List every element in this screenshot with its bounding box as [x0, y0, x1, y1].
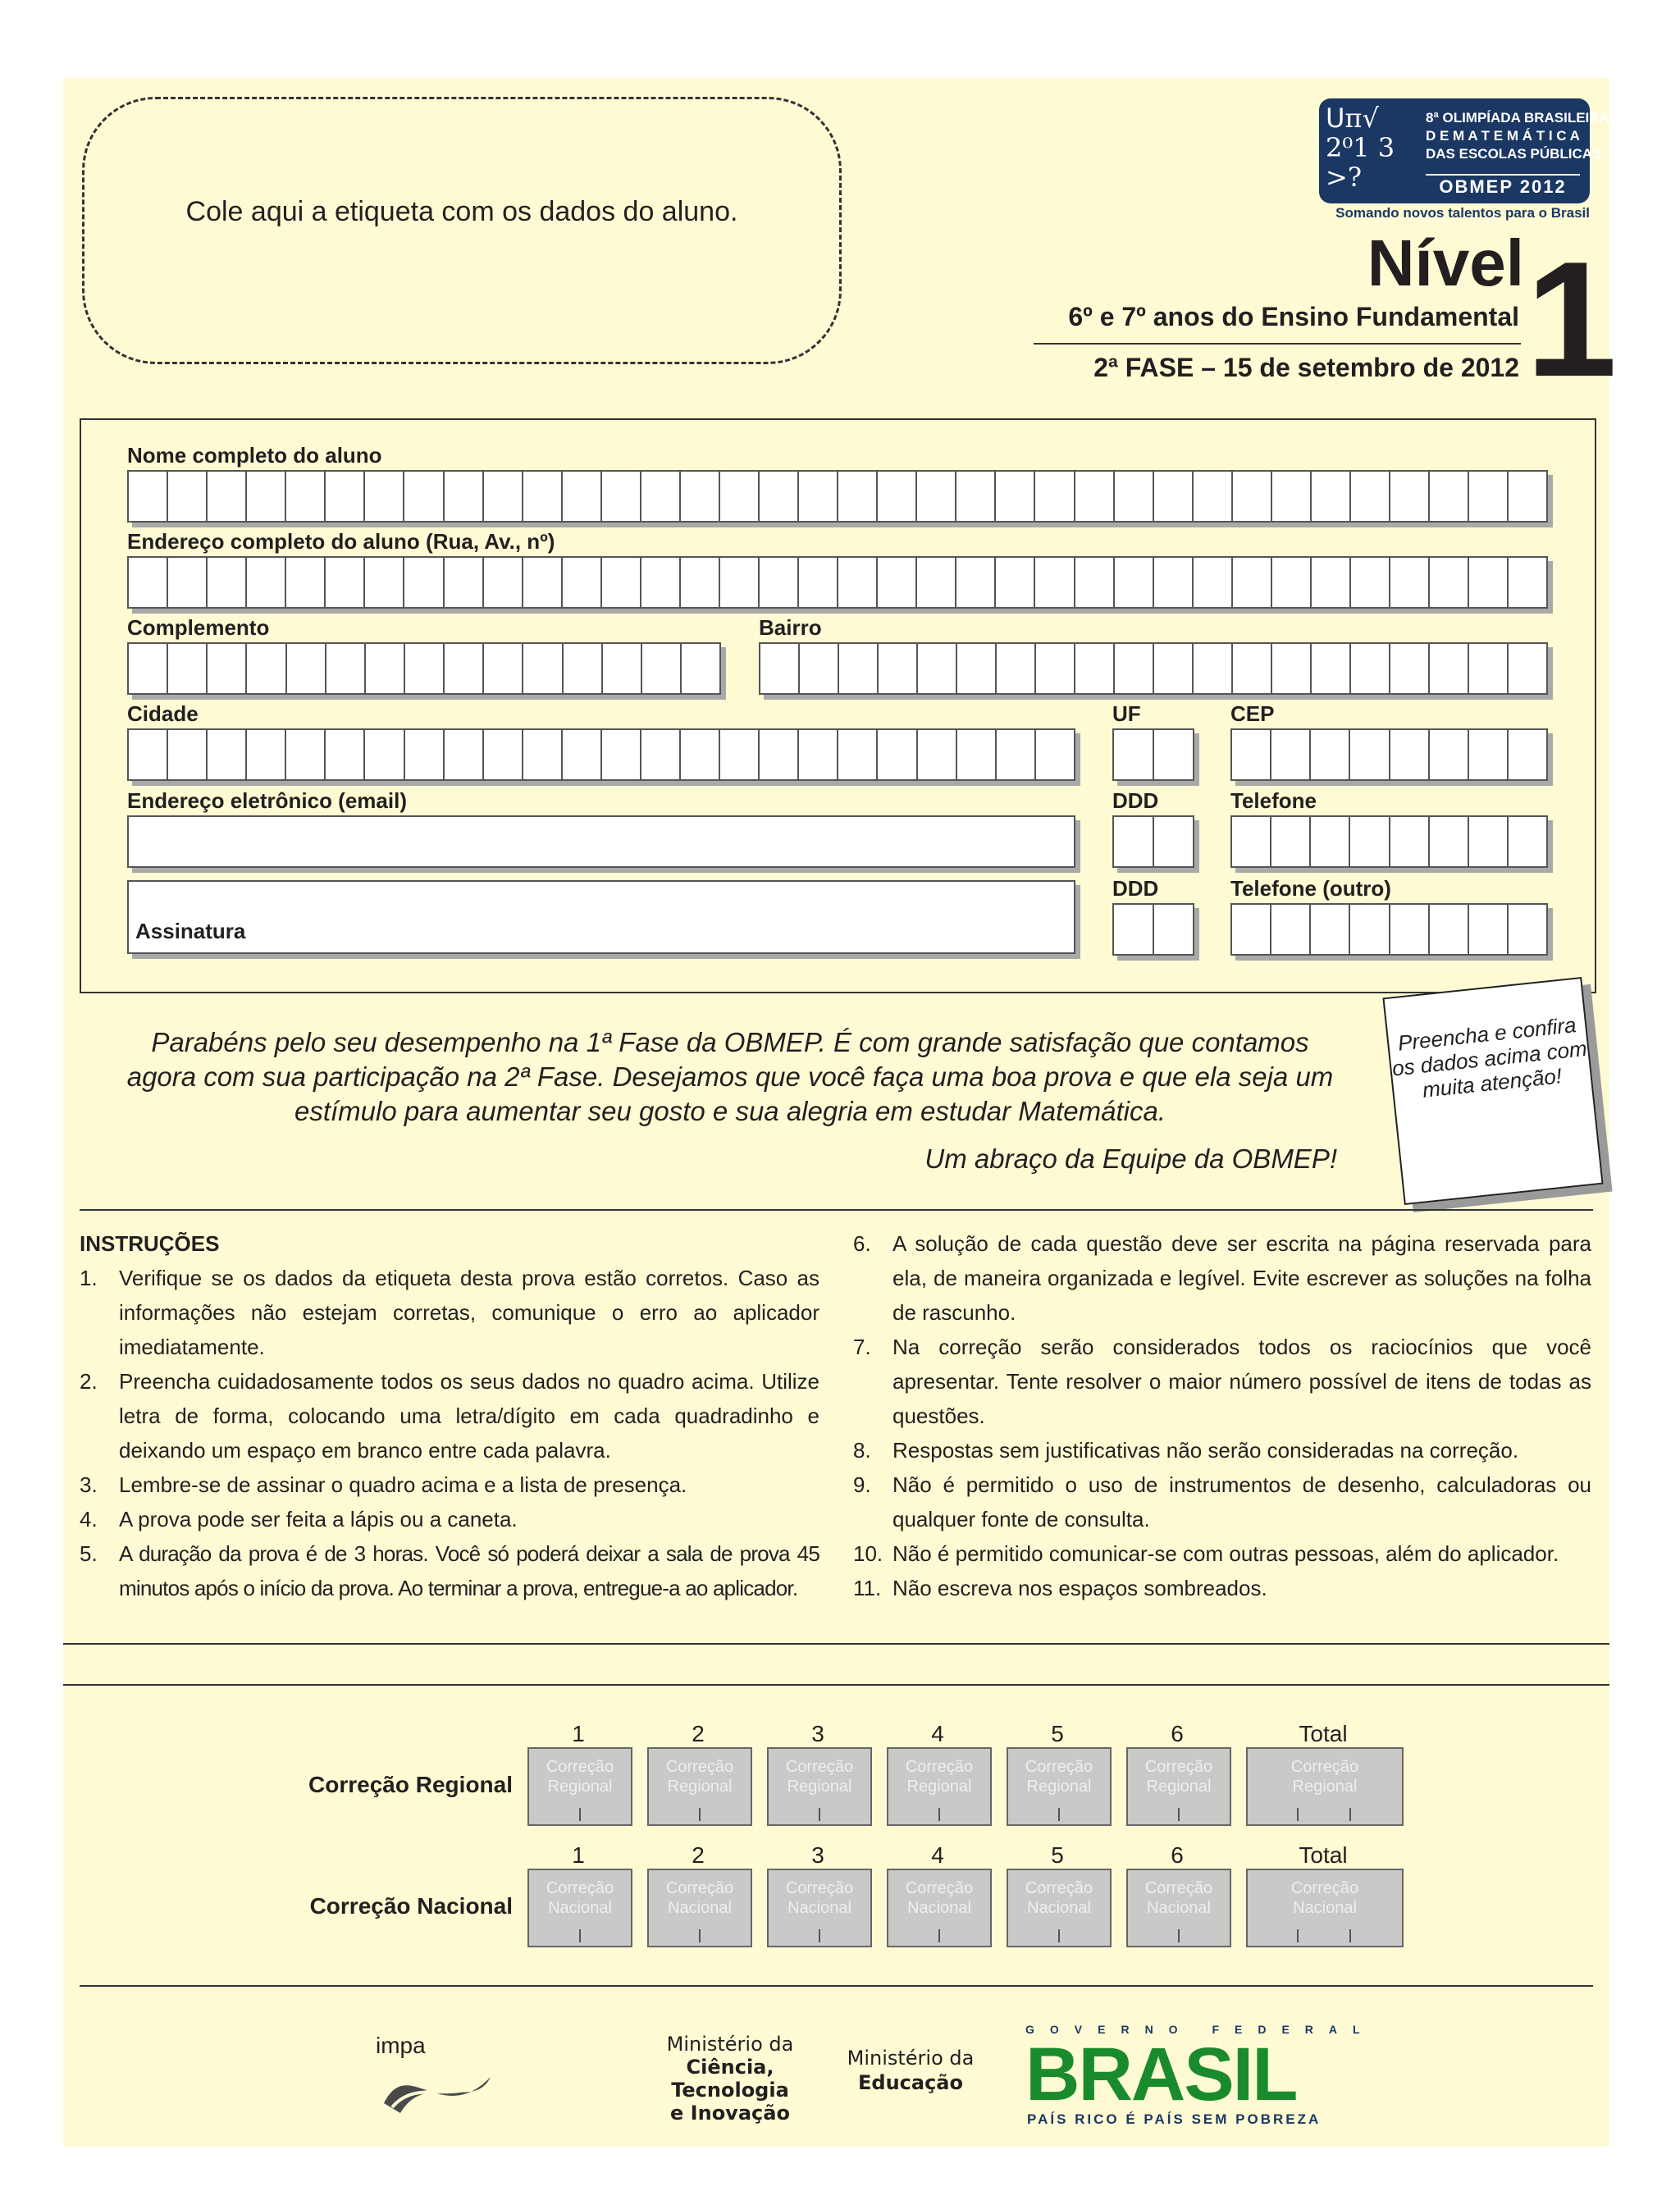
score-tick	[819, 1808, 820, 1821]
char-cell[interactable]	[1311, 730, 1350, 779]
char-cell[interactable]	[799, 730, 838, 779]
district-label: Bairro	[759, 615, 822, 640]
obmep-logo	[1319, 98, 1609, 203]
national-correction-box-5	[1007, 1869, 1112, 1947]
char-cell[interactable]	[404, 472, 444, 521]
regional-correction-box-5	[1007, 1747, 1112, 1826]
char-cell[interactable]	[996, 472, 1035, 521]
brasil-slogan: PAÍS RICO É PAÍS SEM POBREZA	[1027, 2111, 1322, 2127]
char-cell[interactable]	[1115, 644, 1154, 693]
char-cell[interactable]	[523, 472, 563, 521]
char-cell[interactable]	[326, 644, 366, 693]
score-tick	[1297, 1808, 1299, 1821]
city-label: Cidade	[127, 701, 199, 726]
char-cell[interactable]	[247, 644, 286, 693]
regional-correction-box-7	[1246, 1747, 1404, 1826]
char-cell[interactable]	[1390, 817, 1430, 866]
grading-column-4-national-title: 4	[931, 1842, 944, 1868]
char-cell[interactable]	[1233, 558, 1272, 607]
char-cell[interactable]	[1469, 730, 1509, 779]
char-cell[interactable]	[1272, 472, 1312, 521]
char-cell[interactable]	[1035, 558, 1075, 607]
grading-column-1-national-title: 1	[572, 1842, 585, 1868]
char-cell[interactable]	[957, 644, 997, 693]
char-cell[interactable]	[445, 472, 484, 521]
address-label: Endereço completo do aluno (Rua, Av., nº)	[127, 529, 555, 554]
uf-label: UF	[1112, 701, 1141, 726]
grading-column-5-regional-title: 5	[1051, 1721, 1064, 1746]
char-cell[interactable]	[286, 472, 326, 521]
char-cell[interactable]	[326, 472, 365, 521]
char-cell[interactable]	[1271, 905, 1311, 954]
instruction-item: 7. Na correção serão considerados todos os raciocínios que você apresentar. Tente resolver o maior número possível de itens de todas as questões.	[853, 1335, 1591, 1428]
instruction-item: 1. Verifique se os dados da etiqueta desta prova estão corretos. Caso as informações não estejam corretas, comunique o erro ao aplicador imediatamente.	[80, 1266, 819, 1359]
char-cell[interactable]	[1154, 644, 1194, 693]
char-cell[interactable]	[365, 558, 404, 607]
char-cell[interactable]	[1271, 817, 1311, 866]
char-cell[interactable]	[564, 644, 603, 693]
reminder-note	[1382, 977, 1603, 1205]
char-cell[interactable]	[484, 558, 523, 607]
grading-column-2-national-title: 2	[692, 1842, 705, 1868]
char-cell[interactable]	[1509, 558, 1546, 607]
cep-input-cells[interactable]	[1230, 728, 1548, 781]
mct-line-1: Ministério da	[666, 2033, 794, 2056]
char-cell[interactable]	[720, 730, 760, 779]
district-input-cells[interactable]	[759, 642, 1548, 695]
phone-label: Telefone	[1230, 788, 1317, 813]
grading-column-7-national-title: Total	[1299, 1842, 1348, 1868]
name-input-cells[interactable]	[127, 470, 1548, 523]
score-tick	[1058, 1929, 1060, 1942]
char-cell[interactable]	[1430, 905, 1469, 954]
instruction-item: 8. Respostas sem justificativas não serão consideradas na correção.	[853, 1438, 1519, 1463]
char-cell[interactable]	[1312, 644, 1351, 693]
char-cell[interactable]	[1154, 905, 1193, 954]
char-cell[interactable]	[996, 558, 1035, 607]
char-cell[interactable]	[878, 730, 917, 779]
email-field[interactable]	[127, 815, 1075, 868]
char-cell[interactable]	[168, 558, 208, 607]
char-cell[interactable]	[247, 472, 286, 521]
score-tick	[579, 1808, 581, 1821]
char-cell[interactable]	[1430, 730, 1469, 779]
char-cell[interactable]	[1075, 558, 1115, 607]
char-cell[interactable]	[997, 730, 1036, 779]
uf-input-cells[interactable]	[1112, 728, 1194, 781]
score-tick	[1349, 1929, 1351, 1942]
char-cell[interactable]	[484, 730, 523, 779]
char-cell[interactable]	[1154, 558, 1194, 607]
char-cell[interactable]	[1430, 472, 1469, 521]
grade-text: 6º e 7º anos do Ensino Fundamental	[1068, 302, 1519, 331]
grading-top-rule	[63, 1643, 1609, 1645]
char-cell[interactable]	[838, 558, 878, 607]
char-cell[interactable]	[1272, 644, 1312, 693]
ddd-input-cells[interactable]	[1112, 815, 1194, 868]
email-label: Endereço eletrônico (email)	[127, 788, 407, 813]
char-cell[interactable]	[917, 472, 956, 521]
char-cell[interactable]	[168, 644, 208, 693]
char-cell[interactable]	[760, 644, 800, 693]
char-cell[interactable]	[1390, 730, 1430, 779]
char-cell[interactable]	[208, 472, 247, 521]
phone2-label: Telefone (outro)	[1230, 876, 1391, 901]
char-cell[interactable]	[642, 644, 682, 693]
char-cell[interactable]	[484, 644, 523, 693]
char-cell[interactable]	[404, 558, 444, 607]
national-correction-box-1	[527, 1869, 632, 1947]
grading-column-5-national-title: 5	[1051, 1842, 1064, 1868]
math-symbols-icon: ᑌπ√ 2⁰1 3 >?	[1326, 103, 1395, 193]
char-cell[interactable]	[1509, 905, 1546, 954]
char-cell[interactable]	[405, 644, 445, 693]
char-cell[interactable]	[681, 730, 720, 779]
char-cell[interactable]	[523, 644, 563, 693]
char-cell[interactable]	[1075, 472, 1115, 521]
correction-box-text: Correção Nacional	[546, 1879, 614, 1917]
grading-top-rule-2	[63, 1684, 1609, 1686]
impa-text: impa	[376, 2033, 426, 2058]
char-cell[interactable]	[563, 472, 602, 521]
char-cell[interactable]	[641, 730, 681, 779]
instructions-left	[80, 1226, 819, 1605]
logo-line-2: D E M A T E M Á T I C A	[1426, 128, 1580, 144]
instruction-item: 10. Não é permitido comunicar-se com outras pessoas, além do aplicador.	[853, 1541, 1559, 1566]
char-cell[interactable]	[326, 558, 365, 607]
char-cell[interactable]	[602, 730, 641, 779]
welcome-message: Parabéns pelo seu desempenho na 1ª Fase da OBMEP. É com grande satisfação que contamos agora com sua participação na 2ª Fase. Desejamos que você faça uma boa prova e que ela seja um estímulo para aumentar seu gosto e sua alegria em estudar Matemática.	[126, 1027, 1334, 1126]
char-cell[interactable]	[1232, 730, 1271, 779]
char-cell[interactable]	[405, 730, 445, 779]
grading-column-6-regional-title: 6	[1171, 1721, 1184, 1746]
phase-date-text: 2ª FASE – 15 de setembro de 2012	[1093, 353, 1519, 382]
phone2-input-cells[interactable]	[1230, 903, 1548, 956]
char-cell[interactable]	[168, 730, 208, 779]
complement-label: Complemento	[127, 615, 270, 640]
section-divider	[80, 1209, 1593, 1211]
national-correction-box-6	[1126, 1869, 1231, 1947]
char-cell[interactable]	[129, 558, 168, 607]
char-cell[interactable]	[1272, 558, 1312, 607]
signature-label: Assinatura	[135, 919, 246, 943]
reminder-note-text: Preencha e confira os dados acima com muita atenção!	[1390, 1012, 1588, 1102]
char-cell[interactable]	[1154, 472, 1194, 521]
char-cell[interactable]	[956, 558, 996, 607]
char-cell[interactable]	[366, 644, 405, 693]
char-cell[interactable]	[1075, 644, 1115, 693]
char-cell[interactable]	[1469, 644, 1509, 693]
ddd2-input-cells[interactable]	[1112, 903, 1194, 956]
char-cell[interactable]	[760, 472, 799, 521]
label-tag-text: Cole aqui a etiqueta com os dados do aluno.	[185, 196, 738, 227]
correction-box-text: Correção Nacional	[1025, 1879, 1093, 1917]
char-cell[interactable]	[445, 730, 484, 779]
char-cell[interactable]	[1114, 730, 1154, 779]
char-cell[interactable]	[956, 472, 996, 521]
grading-column-7-regional-title: Total	[1299, 1721, 1348, 1746]
char-cell[interactable]	[878, 558, 917, 607]
national-correction-box-7	[1246, 1869, 1404, 1947]
correction-box-text: Correção Regional	[1025, 1758, 1093, 1796]
char-cell[interactable]	[799, 472, 838, 521]
correction-box-text: Correção Regional	[1144, 1758, 1213, 1796]
char-cell[interactable]	[1271, 730, 1311, 779]
correction-box-text: Correção Regional	[546, 1758, 614, 1796]
char-cell[interactable]	[682, 644, 719, 693]
score-tick	[579, 1929, 581, 1942]
correction-box-text: Correção Nacional	[785, 1879, 854, 1917]
score-tick	[1178, 1808, 1180, 1821]
char-cell[interactable]	[1509, 472, 1546, 521]
char-cell[interactable]	[1114, 905, 1154, 954]
char-cell[interactable]	[681, 472, 720, 521]
char-cell[interactable]	[365, 730, 404, 779]
char-cell[interactable]	[957, 730, 997, 779]
char-cell[interactable]	[879, 644, 918, 693]
char-cell[interactable]	[286, 558, 326, 607]
char-cell[interactable]	[917, 558, 956, 607]
char-cell[interactable]	[563, 730, 602, 779]
char-cell[interactable]	[1312, 558, 1351, 607]
correction-box-text: Correção Regional	[905, 1758, 974, 1796]
char-cell[interactable]	[760, 558, 799, 607]
char-cell[interactable]	[1390, 558, 1430, 607]
grading-column-4-regional-title: 4	[931, 1721, 944, 1746]
correction-box-text: Correção Nacional	[665, 1879, 734, 1917]
char-cell[interactable]	[1036, 730, 1074, 779]
ministry-education-logo	[845, 2046, 976, 2095]
score-tick	[1058, 1808, 1060, 1821]
mct-line-2: Ciência, Tecnologia	[671, 2056, 789, 2102]
char-cell[interactable]	[878, 472, 917, 521]
char-cell[interactable]	[838, 472, 878, 521]
score-tick	[699, 1808, 701, 1821]
address-input-cells[interactable]	[127, 556, 1548, 609]
char-cell[interactable]	[1232, 817, 1271, 866]
gov-federal-text: GOVERNO FEDERAL	[1025, 2023, 1376, 2036]
regional-correction-box-6	[1126, 1747, 1231, 1826]
student-label-area	[82, 97, 842, 364]
logo-obmep-year: OBMEP 2012	[1426, 174, 1580, 199]
instruction-item: 9. Não é permitido o uso de instrumentos de desenho, calculadoras ou qualquer fonte de consulta.	[853, 1472, 1591, 1531]
char-cell[interactable]	[1233, 472, 1272, 521]
char-cell[interactable]	[720, 558, 760, 607]
char-cell[interactable]	[1154, 817, 1193, 866]
char-cell[interactable]	[168, 472, 208, 521]
char-cell[interactable]	[484, 472, 523, 521]
char-cell[interactable]	[1390, 472, 1430, 521]
grading-column-6-national-title: 6	[1171, 1842, 1184, 1868]
char-cell[interactable]	[1311, 817, 1350, 866]
char-cell[interactable]	[681, 558, 720, 607]
char-cell[interactable]	[129, 644, 168, 693]
char-cell[interactable]	[1509, 817, 1546, 866]
char-cell[interactable]	[1351, 472, 1390, 521]
char-cell[interactable]	[1509, 644, 1546, 693]
national-correction-box-4	[887, 1869, 992, 1947]
correction-box-text: Correção Nacional	[1144, 1879, 1213, 1917]
correction-box-text: Correção Regional	[1290, 1758, 1359, 1796]
char-cell[interactable]	[208, 730, 247, 779]
footer-divider	[80, 1985, 1593, 1987]
correction-box-text: Correção Nacional	[1290, 1879, 1359, 1917]
regional-correction-label: Correção Regional	[308, 1772, 513, 1797]
ddd2-label: DDD	[1112, 876, 1159, 901]
char-cell[interactable]	[1351, 558, 1390, 607]
instruction-item: 2. Preencha cuidadosamente todos os seus dados no quadro acima. Utilize letra de forma, colocando uma letra/dígito em cada quadradinho e deixando um espaço em branco entre cada palavra.	[80, 1369, 819, 1463]
char-cell[interactable]	[1469, 905, 1509, 954]
char-cell[interactable]	[129, 730, 168, 779]
char-cell[interactable]	[1350, 817, 1390, 866]
char-cell[interactable]	[1350, 905, 1390, 954]
correction-box-text: Correção Regional	[665, 1758, 734, 1796]
regional-correction-box-2	[647, 1747, 752, 1826]
char-cell[interactable]	[997, 644, 1036, 693]
score-tick	[819, 1929, 820, 1942]
regional-correction-box-3	[767, 1747, 872, 1826]
cep-label: CEP	[1230, 701, 1275, 726]
char-cell[interactable]	[445, 644, 484, 693]
char-cell[interactable]	[247, 730, 286, 779]
logo-line-3: DAS ESCOLAS PÚBLICAS	[1426, 146, 1602, 162]
char-cell[interactable]	[326, 730, 365, 779]
instruction-item: 5. A duração da prova é de 3 horas. Você só poderá deixar a sala de prova 45 minutos após o início da prova. Ao terminar a prova, entregue-a ao aplicador.	[80, 1541, 819, 1600]
char-cell[interactable]	[1233, 644, 1272, 693]
char-cell[interactable]	[918, 644, 957, 693]
char-cell[interactable]	[1035, 472, 1075, 521]
instructions-title: INSTRUÇÕES	[80, 1231, 220, 1256]
char-cell[interactable]	[1430, 817, 1469, 866]
char-cell[interactable]	[1430, 644, 1469, 693]
score-tick	[699, 1929, 701, 1942]
char-cell[interactable]	[602, 558, 641, 607]
char-cell[interactable]	[641, 558, 681, 607]
char-cell[interactable]	[1350, 730, 1390, 779]
char-cell[interactable]	[286, 730, 326, 779]
char-cell[interactable]	[1351, 644, 1390, 693]
instruction-item: 6. A solução de cada questão deve ser escrita na página reservada para ela, de maneira organizada e legível. Evite escrever as soluções na folha de rascunho.	[853, 1231, 1591, 1325]
char-cell[interactable]	[1469, 817, 1509, 866]
char-cell[interactable]	[445, 558, 484, 607]
instruction-item: 11. Não escreva nos espaços sombreados.	[853, 1576, 1267, 1600]
score-tick	[1178, 1929, 1180, 1942]
char-cell[interactable]	[641, 472, 681, 521]
score-tick	[1297, 1929, 1299, 1942]
char-cell[interactable]	[720, 472, 760, 521]
char-cell[interactable]	[1390, 644, 1430, 693]
char-cell[interactable]	[1469, 558, 1509, 607]
score-tick	[1349, 1808, 1351, 1821]
med-line-2: Educação	[858, 2071, 963, 2094]
brasil-logo: BRASIL	[1025, 2033, 1297, 2116]
char-cell[interactable]	[365, 472, 404, 521]
char-cell[interactable]	[129, 472, 168, 521]
char-cell[interactable]	[1114, 817, 1154, 866]
national-correction-box-3	[767, 1869, 872, 1947]
welcome-signoff: Um abraço da Equipe da OBMEP!	[924, 1143, 1337, 1174]
char-cell[interactable]	[602, 472, 641, 521]
instructions-right	[853, 1226, 1591, 1605]
logo-tagline: Somando novos talentos para o Brasil	[1335, 205, 1590, 221]
char-cell[interactable]	[1194, 472, 1233, 521]
grading-column-3-regional-title: 3	[811, 1721, 824, 1746]
char-cell[interactable]	[799, 558, 838, 607]
instruction-item: 4. A prova pode ser feita a lápis ou a caneta.	[80, 1507, 518, 1531]
med-line-1: Ministério da	[847, 2047, 975, 2070]
ministry-science-logo	[632, 2033, 829, 2125]
char-cell[interactable]	[1430, 558, 1469, 607]
char-cell[interactable]	[1115, 472, 1154, 521]
char-cell[interactable]	[1469, 472, 1509, 521]
regional-correction-box-1	[527, 1747, 632, 1826]
header-divider	[1034, 343, 1521, 345]
char-cell[interactable]	[1036, 644, 1075, 693]
score-tick	[938, 1808, 940, 1821]
score-tick	[938, 1929, 940, 1942]
logo-line-1: 8ª OLIMPÍADA BRASILEIRA	[1426, 110, 1609, 126]
char-cell[interactable]	[287, 644, 326, 693]
mct-line-3: e Inovação	[670, 2102, 790, 2125]
char-cell[interactable]	[918, 730, 957, 779]
char-cell[interactable]	[208, 558, 247, 607]
char-cell[interactable]	[1115, 558, 1154, 607]
level-word: Nível	[1367, 226, 1524, 299]
correction-box-text: Correção Nacional	[905, 1879, 974, 1917]
grading-column-1-regional-title: 1	[572, 1721, 585, 1746]
phone-input-cells[interactable]	[1230, 815, 1548, 868]
char-cell[interactable]	[1390, 905, 1430, 954]
city-input-cells[interactable]	[127, 728, 1075, 781]
name-label: Nome completo do aluno	[127, 443, 382, 468]
char-cell[interactable]	[838, 730, 878, 779]
national-correction-box-2	[647, 1869, 752, 1947]
char-cell[interactable]	[208, 644, 247, 693]
signature-field[interactable]	[127, 880, 1075, 954]
char-cell[interactable]	[1311, 905, 1350, 954]
impa-mobius-icon	[376, 2062, 499, 2120]
regional-correction-box-4	[887, 1747, 992, 1826]
complement-input-cells[interactable]	[127, 642, 721, 695]
char-cell[interactable]	[800, 644, 839, 693]
char-cell[interactable]	[1232, 905, 1271, 954]
grading-column-2-regional-title: 2	[692, 1721, 705, 1746]
char-cell[interactable]	[1194, 558, 1233, 607]
char-cell[interactable]	[1509, 730, 1546, 779]
level-number: 1	[1526, 228, 1613, 411]
char-cell[interactable]	[563, 558, 602, 607]
ddd-label: DDD	[1112, 788, 1159, 813]
char-cell[interactable]	[1194, 644, 1233, 693]
char-cell[interactable]	[523, 730, 563, 779]
char-cell[interactable]	[1312, 472, 1351, 521]
instruction-item: 3. Lembre-se de assinar o quadro acima e a lista de presença.	[80, 1472, 687, 1497]
char-cell[interactable]	[523, 558, 563, 607]
grading-column-3-national-title: 3	[811, 1842, 824, 1868]
char-cell[interactable]	[603, 644, 642, 693]
impa-logo	[376, 2033, 499, 2120]
national-correction-label: Correção Nacional	[309, 1893, 513, 1919]
char-cell[interactable]	[247, 558, 286, 607]
correction-box-text: Correção Regional	[785, 1758, 854, 1796]
char-cell[interactable]	[760, 730, 799, 779]
char-cell[interactable]	[839, 644, 879, 693]
char-cell[interactable]	[1154, 730, 1193, 779]
